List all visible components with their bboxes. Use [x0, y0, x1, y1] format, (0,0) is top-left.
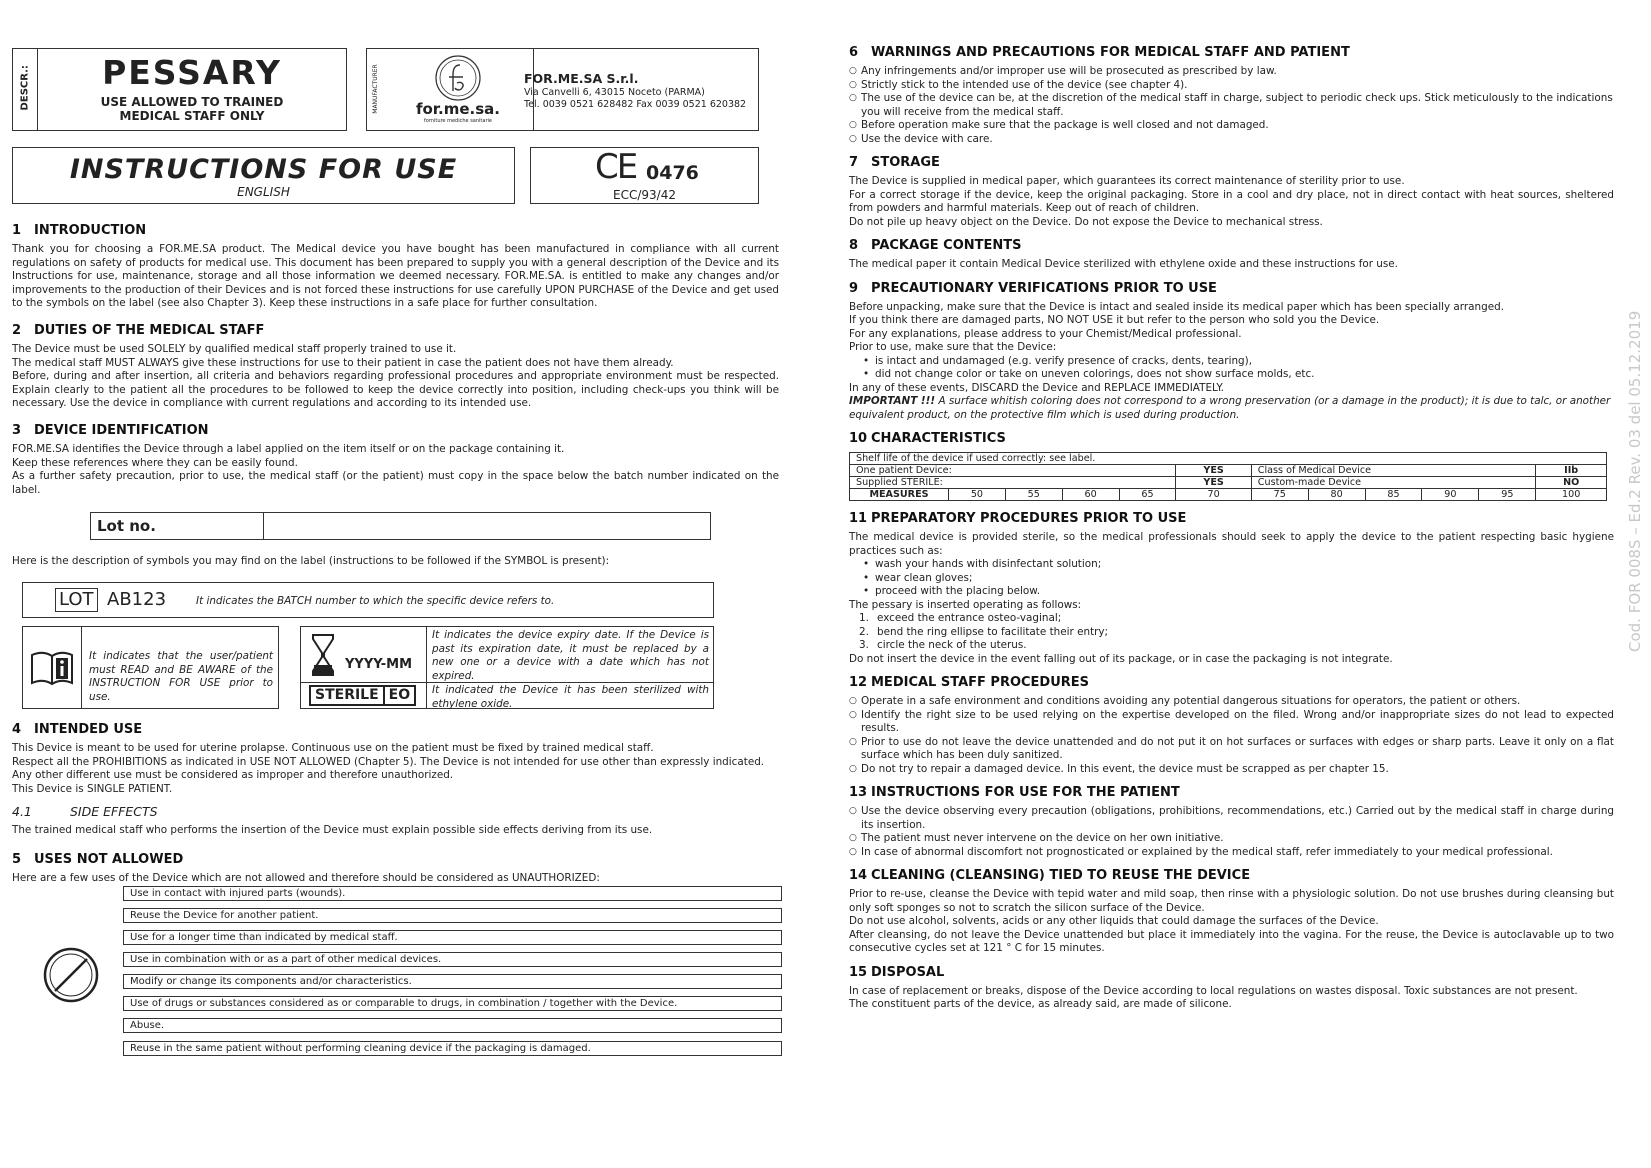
lot-number-label: Lot no. [97, 517, 156, 535]
measure-cell: 80 [1308, 489, 1365, 501]
section-patient-instructions [849, 785, 1614, 859]
sterile-description: It indicated the Device it has been sterilized with ethylene oxide. [432, 684, 709, 710]
list-item: 2. bend the ring ellipse to facilitate their entry; [859, 625, 1109, 638]
section-uses-not-allowed [12, 852, 779, 886]
list-item: • wear clean gloves; [875, 572, 1614, 586]
list-item: ○ Prior to use do not leave the device unattended and do not put it on hot surfaces or surfaces with edges or sharp parts. Leave it only on a flat surface which has been duly sanitized. [849, 736, 1614, 763]
list-item: ○ Use the device with care. [849, 133, 1614, 147]
id-line-3: As a further safety precaution, prior to use, the medical staff (or the patient) must copy in the space below the batch number indicated on the label. [12, 470, 779, 496]
section-staff-procedures [849, 675, 1614, 776]
warnings-list [849, 65, 1614, 146]
storage-line-2: For a correct storage if the device, keep the original packaging. Store in a cool and dry place, not in direct contact with heat sources, sheltered from powders and harmful materials. Keep out of reach of children. [849, 188, 1614, 214]
section-title: 2 DUTIES OF THE MEDICAL STAFF [12, 323, 265, 338]
book-info-icon [29, 649, 75, 687]
list-item: ○ Strictly stick to the intended use of the device (see chapter 4). [849, 79, 1614, 93]
side-effects-text: The trained medical staff who performs the insertion of the Device must explain possible side effects deriving from its use. [12, 824, 653, 836]
section-preparatory [849, 511, 1614, 666]
measure-cell: 60 [1062, 489, 1119, 501]
section-title: 10 CHARACTERISTICS [849, 431, 1006, 446]
characteristics-table [849, 452, 1607, 501]
list-item: ○ The patient must never intervene on the device on her own initiative. [849, 832, 1614, 846]
measure-cell: 90 [1422, 489, 1479, 501]
sterile-label-cell: Supplied STERILE: [850, 477, 1176, 489]
lot-example: AB123 [107, 589, 167, 610]
verif-line-1: Before unpacking, make sure that the Device is intact and sealed inside its medical paper which has been specially arranged. [849, 300, 1504, 313]
ce-mark: CE [595, 147, 637, 187]
descr-label: DESCR.: [19, 65, 31, 111]
cleaning-line-3: After cleansing, do not leave the Device unattended but place it immediately into the vagina. For the reuse, the Device is autoclavable up to two consecutive cycles set at 121 ° C for 15 minutes. [849, 928, 1614, 954]
duties-line-1: The Device must be used SOLELY by qualified medical staff properly trained to use it. [12, 343, 457, 355]
not-allowed-item: Modify or change its components and/or characteristics. [123, 974, 782, 989]
measure-cell: 50 [949, 489, 1006, 501]
lot-symbol-box [22, 582, 714, 618]
prep-intro: The medical device is provided sterile, so the medical professionals should seek to apply the device to the patient respecting basic hygiene practices such as: [849, 531, 1614, 557]
duties-line-3: Before, during and after insertion, all criteria and behaviors regarding professional procedures and appropriate environment must be respected. Explain clearly to the patient all the procedures to be followed to keep the device correctly into position, including check-ups you think will be necessary. Use the device in compliance with current regulations and according to its intended use. [12, 370, 779, 409]
list-item: ○ Use the device observing every precaution (obligations, prohibitions, recommendations, etc.) Carried out by the medical staff in charge during its insertion. [849, 805, 1614, 832]
section-title: 4 INTENDED USE [12, 722, 143, 737]
section-storage [849, 155, 1614, 229]
list-item: 1. exceed the entrance osteo-vaginal; [859, 612, 1062, 624]
directive: ECC/93/42 [613, 188, 676, 202]
section-title: 12 MEDICAL STAFF PROCEDURES [849, 675, 1090, 690]
company-address: Via Canvelli 6, 43015 Noceto (PARMA) [524, 87, 705, 98]
formesa-logo-icon [433, 53, 483, 103]
class-label: Class of Medical Device [1251, 465, 1536, 477]
list-item: ○ Operate in a safe environment and conditions avoiding any potential dangerous situations for operators, the patient or others. [849, 695, 1614, 709]
sterile-label: STERILE [311, 687, 385, 704]
lot-description: It indicates the BATCH number to which the specific device refers to. [196, 595, 555, 607]
ce-box [530, 147, 759, 204]
cleaning-line-2: Do not use alcohol, solvents, acids or any other liquids that could damage the surfaces of the Device. [849, 915, 1379, 927]
section-title: 8 PACKAGE CONTENTS [849, 238, 1022, 253]
ce-number: 0476 [646, 162, 699, 184]
measures-row [850, 489, 1607, 501]
section-title: 9 PRECAUTIONARY VERIFICATIONS PRIOR TO USE [849, 280, 1217, 296]
document-code: Cod. FOR 008S – Ed.2 Rev. 03 del 05.12.2019 [1626, 310, 1644, 652]
read-ifu-symbol-box [22, 626, 279, 709]
intended-line-4: This Device is SINGLE PATIENT. [12, 782, 173, 795]
cleaning-line-1: Prior to re-use, cleanse the Device with tepid water and mild soap, then rinse with a physiologic solution. Do not use brushes during cleansing but only soft sponges so not to scratch the silicon surface of the Device. [849, 888, 1614, 914]
storage-line-1: The Device is supplied in medical paper, which guarantees its correct maintenance of sterility prior to use. [849, 175, 1405, 187]
list-item: • wash your hands with disinfectant solution; [875, 558, 1614, 572]
id-line-1: FOR.ME.SA identifies the Device through a label applied on the item itself or on the package containing it. [12, 443, 565, 455]
id-line-2: Keep these references where they can be easily found. [12, 456, 298, 469]
not-allowed-intro: Here are a few uses of the Device which are not allowed and therefore should be considered as UNAUTHORIZED: [12, 872, 600, 884]
section-title: 14 CLEANING (CLEANSING) TIED TO REUSE THE DEVICE [849, 868, 1251, 883]
ifu-language: ENGLISH [237, 185, 290, 199]
hourglass-icon [311, 633, 335, 677]
class-value: IIb [1536, 465, 1607, 477]
product-name: PESSARY [102, 53, 282, 92]
section-title: 1 INTRODUCTION [12, 223, 147, 238]
important-note: IMPORTANT !!! A surface whitish coloring does not correspond to a wrong preservation (or a damage in the product); it is due to talc, or another equivalent product, on the protective film which is used during production. [849, 395, 1611, 421]
restriction-line-2: MEDICAL STAFF ONLY [119, 109, 265, 123]
read-ifu-icon-cell [23, 627, 82, 708]
measure-cell: 65 [1119, 489, 1176, 501]
not-allowed-item: Use of drugs or substances considered as or comparable to drugs, in combination / together with the Device. [123, 996, 782, 1011]
measure-cell: 85 [1365, 489, 1422, 501]
product-box [12, 48, 347, 131]
right-column [849, 45, 1614, 1012]
section-characteristics [849, 431, 1614, 501]
list-item: • did not change color or take on uneven colorings, does not show surface molds, etc. [875, 368, 1614, 382]
section-package-contents [849, 238, 1614, 272]
shelf-life-cell: Shelf life of the device if used correctly: see label. [850, 453, 1607, 465]
lot-number-box [90, 512, 711, 540]
expiry-icon-cell [301, 627, 427, 683]
storage-line-3: Do not pile up heavy object on the Device. Do not expose the Device to mechanical stress. [849, 215, 1323, 228]
measure-cell: 100 [1536, 489, 1607, 501]
prohibition-icon [42, 946, 100, 1004]
measure-cell: 55 [1005, 489, 1062, 501]
duties-line-2: The medical staff MUST ALWAYS give these instructions for use to their patient in case the patient does not have them already. [12, 356, 674, 369]
sterile-eo: EO [388, 687, 411, 703]
subsection-title: 4.1 SIDE EFFECTS [12, 804, 158, 819]
intended-line-1: This Device is meant to be used for uterine prolapse. Continuous use on the patient must be fixed by trained medical staff. [12, 742, 654, 754]
measure-cell: 75 [1251, 489, 1308, 501]
section-warnings [849, 45, 1614, 146]
section-identification [12, 423, 779, 497]
prep-steps-intro: The pessary is inserted operating as follows: [849, 598, 1082, 611]
section-introduction [12, 223, 779, 311]
not-allowed-item: Use for a longer time than indicated by medical staff. [123, 930, 782, 945]
section-title: 3 DEVICE IDENTIFICATION [12, 423, 209, 438]
one-patient-label: One patient Device: [850, 465, 1176, 477]
list-item: 3. circle the neck of the uterus. [859, 639, 1027, 651]
logo-subtext: forniture mediche sanitarie [424, 118, 492, 124]
ifu-title: INSTRUCTIONS FOR USE [69, 154, 458, 185]
lot-number-field[interactable] [263, 513, 711, 539]
not-allowed-item: Use in combination with or as a part of other medical devices. [123, 952, 782, 967]
list-item: ○ The use of the device can be, at the discretion of the medical staff in charge, subject to periodic check ups. Stick meticulously to the indications you will receive from the medical staff. [849, 92, 1614, 119]
prep-steps [849, 612, 1614, 653]
sterile-icon-cell [301, 682, 427, 708]
one-patient-value: YES [1176, 465, 1251, 477]
section-duties [12, 323, 779, 411]
prep-bullets [849, 558, 1614, 599]
not-allowed-item: Reuse the Device for another patient. [123, 908, 782, 923]
verif-line-2: If you think there are damaged parts, NO NOT USE it but refer to the person who sold you the Device. [849, 314, 1380, 326]
list-item: ○ In case of abnormal discomfort not prognosticated or explained by the medical staff, refer immediately to your medical professional. [849, 846, 1614, 860]
company-name: FOR.ME.SA S.r.l. [524, 71, 639, 86]
verif-line-3: For any explanations, please address to your Chemist/Medical professional. [849, 327, 1242, 340]
custom-value: NO [1536, 477, 1607, 489]
list-item: ○ Identify the right size to be used relying on the expertise developed on the filed. Wrong and/or inappropriate sizes do not lead to expected results. [849, 709, 1614, 736]
list-item: • proceed with the placing below. [875, 585, 1614, 599]
expiry-sterile-symbol-box [300, 626, 714, 709]
expiry-description: It indicates the device expiry date. If the Device is past its expiration date, it must be replaced by a new one or a device with a date which has not expired. [432, 629, 709, 682]
prep-outro: Do not insert the device in the event falling out of its package, or in case the packaging is not integrate. [849, 652, 1393, 665]
custom-label: Custom-made Device [1251, 477, 1536, 489]
section-title: 5 USES NOT ALLOWED [12, 852, 184, 867]
symbols-intro: Here is the description of symbols you may find on the label (instructions to be followed if the SYMBOL is present): [12, 555, 610, 567]
section-title: 6 WARNINGS AND PRECAUTIONS FOR MEDICAL STAFF AND PATIENT [849, 45, 1350, 60]
verif-line-4: Prior to use, make sure that the Device: [849, 341, 1057, 353]
section-title: 13 INSTRUCTIONS FOR USE FOR THE PATIENT [849, 785, 1180, 800]
manufacturer-box [366, 48, 759, 131]
measures-label: MEASURES [850, 489, 949, 501]
section-title: 7 STORAGE [849, 155, 940, 170]
intro-text: Thank you for choosing a FOR.ME.SA product. The Medical device you have bought has been manufactured in compliance with all current regulations on safety of products for medical use. This document has been prepared to supply you with a general description of the Device and its Instructions for use, maintenance, storage and all those information we deemed necessary. FOR.ME.SA. is entitled to make any changes and/or improvements to the production of their Devices and is not forced these instructions for use carefully UPON PURCHASE of the Device and get used to the symbols on the label (see also Chapter 3). Keep these instructions in a safe place for further consultation. [12, 243, 779, 309]
list-item: ○ Do not try to repair a damaged device. In this event, the device must be scrapped as per chapter 15. [849, 763, 1614, 777]
not-allowed-item: Reuse in the same patient without performing cleaning device if the packaging is damaged. [123, 1041, 782, 1056]
section-disposal [849, 965, 1614, 1012]
company-phone: Tel. 0039 0521 628482 Fax 0039 0521 620382 [524, 99, 747, 110]
package-text: The medical paper it contain Medical Device sterilized with ethylene oxide and these instructions for use. [849, 258, 1398, 270]
manufacturer-column [367, 49, 383, 130]
section-intended-use [12, 722, 779, 838]
sterile-value-cell: YES [1176, 477, 1251, 489]
descr-column [13, 49, 38, 130]
expiry-code: YYYY-MM [345, 657, 413, 672]
not-allowed-item: Abuse. [123, 1018, 782, 1033]
section-title: 15 DISPOSAL [849, 964, 945, 980]
logo-text: for.me.sa. [415, 100, 501, 118]
verif-bullets [849, 355, 1614, 382]
sterile-divider [426, 682, 713, 683]
list-item: ○ Before operation make sure that the package is well closed and not damaged. [849, 119, 1614, 133]
section-title: 11 PREPARATORY PROCEDURES PRIOR TO USE [849, 511, 1187, 526]
staff-procedures-list [849, 695, 1614, 776]
logo-area [383, 49, 534, 130]
disposal-line-2: The constituent parts of the device, as already said, are made of silicone. [849, 998, 1232, 1010]
read-ifu-description: It indicates that the user/patient must READ and BE AWARE of the INSTRUCTION FOR USE prior to use. [89, 650, 273, 703]
section-verifications [849, 281, 1614, 423]
manufacturer-label: MANUFACTURER [372, 64, 379, 114]
verif-line-5: In any of these events, DISCARD the Device and REPLACE IMMEDIATELY. [849, 381, 1224, 394]
section-cleaning [849, 868, 1614, 956]
sterile-symbol [309, 685, 416, 706]
list-item: ○ Any infringements and/or improper use will be prosecuted as prescribed by law. [849, 65, 1614, 79]
intended-line-3: Any other different use must be considered as improper and therefore unauthorized. [12, 769, 454, 781]
measure-cell: 70 [1176, 489, 1251, 501]
list-item: • is intact and undamaged (e.g. verify presence of cracks, dents, tearing), [875, 355, 1614, 369]
lot-symbol: LOT [55, 588, 98, 612]
restriction-line-1: USE ALLOWED TO TRAINED [100, 95, 284, 109]
intended-line-2: Respect all the PROHIBITIONS as indicated in USE NOT ALLOWED (Chapter 5). The Device is not intended for use other than expressly indicated. [12, 755, 765, 768]
patient-list [849, 805, 1614, 859]
ifu-title-box [12, 147, 515, 204]
not-allowed-item: Use in contact with injured parts (wounds). [123, 886, 782, 901]
measure-cell: 95 [1479, 489, 1536, 501]
disposal-line-1: In case of replacement or breaks, dispose of the Device according to local regulations on wastes disposal. Toxic substances are not present. [849, 984, 1578, 997]
